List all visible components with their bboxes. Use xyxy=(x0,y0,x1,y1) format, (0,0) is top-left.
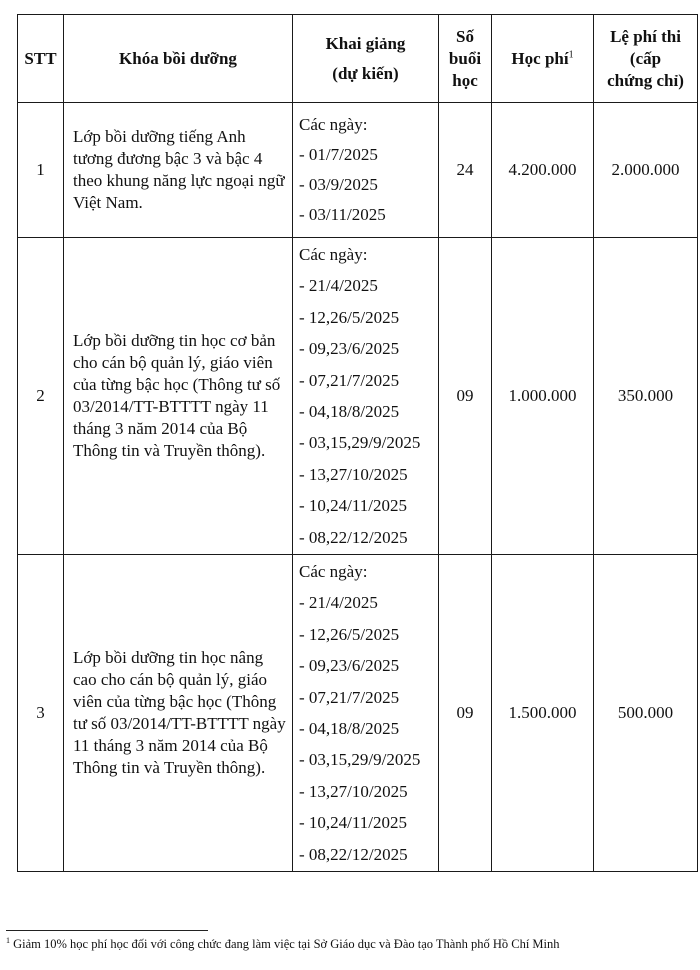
date-item: - 12,26/5/2025 xyxy=(299,624,400,644)
cell-tuition: 1.000.000 xyxy=(492,238,594,555)
header-exam-fee-line: chứng chỉ) xyxy=(607,70,684,90)
date-item: - 13,27/10/2025 xyxy=(299,464,408,484)
header-sessions xyxy=(439,15,492,103)
cell-exam-fee: 350.000 xyxy=(594,238,698,555)
header-exam-fee-line: (cấp xyxy=(629,48,662,68)
footnote-mark: 1 xyxy=(6,936,10,945)
dates-label: Các ngày: xyxy=(299,244,368,264)
header-tuition-label: Học phí xyxy=(511,48,569,68)
date-item: - 09,23/6/2025 xyxy=(299,656,400,676)
header-opening xyxy=(293,15,439,103)
cell-stt: 2 xyxy=(18,238,64,555)
date-item: - 21/4/2025 xyxy=(299,276,378,296)
table-header-row xyxy=(18,15,698,103)
header-sessions-line: Số xyxy=(456,26,474,46)
header-opening-line: Khai giảng xyxy=(325,33,406,53)
date-item: - 03/9/2025 xyxy=(299,175,378,194)
cell-dates xyxy=(293,238,439,555)
cell-course: Lớp bồi dưỡng tin học cơ bản cho cán bộ quản lý, giáo viên của từng bậc học (Thông tư số 03/2014/TT-BTTTT ngày 11 tháng 3 năm 2014 của Bộ Thông tin và Truyền thông). xyxy=(64,238,293,555)
cell-sessions: 24 xyxy=(439,103,492,238)
date-item: - 21/4/2025 xyxy=(299,593,378,613)
cell-exam-fee: 500.000 xyxy=(594,555,698,872)
date-item: - 12,26/5/2025 xyxy=(299,307,400,327)
header-opening-line: (dự kiến) xyxy=(332,63,399,83)
date-item: - 10,24/11/2025 xyxy=(299,813,407,833)
footnote-reference: 1 xyxy=(568,48,574,60)
cell-exam-fee: 2.000.000 xyxy=(594,103,698,238)
cropped-heading-fragment xyxy=(120,0,480,2)
footnote-divider xyxy=(6,930,208,931)
dates-label: Các ngày: xyxy=(299,115,368,134)
date-item: - 13,27/10/2025 xyxy=(299,781,408,801)
header-stt: STT xyxy=(18,15,64,103)
date-item: - 08,22/12/2025 xyxy=(299,527,408,547)
header-sessions-line: học xyxy=(452,70,478,90)
date-item: - 09,23/6/2025 xyxy=(299,339,400,359)
cell-tuition: 1.500.000 xyxy=(492,555,594,872)
date-item: - 03,15,29/9/2025 xyxy=(299,750,421,770)
date-item: - 01/7/2025 xyxy=(299,145,378,164)
table-row xyxy=(18,103,698,238)
table-row xyxy=(18,555,698,872)
date-item: - 07,21/7/2025 xyxy=(299,687,400,707)
date-item: - 04,18/8/2025 xyxy=(299,402,400,421)
date-item: - 10,24/11/2025 xyxy=(299,496,407,516)
header-exam-fee xyxy=(594,15,698,103)
date-item: - 03,15,29/9/2025 xyxy=(299,433,421,453)
header-tuition xyxy=(492,15,594,103)
header-sessions-line: buổi xyxy=(448,48,482,68)
footnote xyxy=(6,936,696,952)
header-course: Khóa bồi dưỡng xyxy=(64,15,293,103)
date-item: - 07,21/7/2025 xyxy=(299,370,400,390)
course-fee-table xyxy=(17,14,698,872)
cell-dates xyxy=(293,555,439,872)
cell-course: Lớp bồi dưỡng tin học nâng cao cho cán bộ quản lý, giáo viên của từng bậc học (Thông tư số 03/2014/TT-BTTTT ngày 11 tháng 3 năm 2014 của Bộ Thông tin và Truyền thông). xyxy=(64,555,293,872)
cell-course: Lớp bồi dưỡng tiếng Anh tương đương bậc 3 và bậc 4 theo khung năng lực ngoại ngữ Việt Nam. xyxy=(64,103,293,238)
cell-tuition: 4.200.000 xyxy=(492,103,594,238)
cell-dates xyxy=(293,103,439,238)
dates-label: Các ngày: xyxy=(299,561,368,581)
cell-stt: 1 xyxy=(18,103,64,238)
cell-stt: 3 xyxy=(18,555,64,872)
table-row xyxy=(18,238,698,555)
cell-sessions: 09 xyxy=(439,555,492,872)
cell-sessions: 09 xyxy=(439,238,492,555)
date-item: - 08,22/12/2025 xyxy=(299,844,408,864)
header-exam-fee-line: Lệ phí thi xyxy=(610,26,681,46)
date-item: - 04,18/8/2025 xyxy=(299,719,400,738)
footnote-text: Giảm 10% học phí học đối với công chức đang làm việc tại Sở Giáo dục và Đào tạo Thành phố Hồ Chí Minh xyxy=(13,937,560,951)
date-item: - 03/11/2025 xyxy=(299,205,386,224)
